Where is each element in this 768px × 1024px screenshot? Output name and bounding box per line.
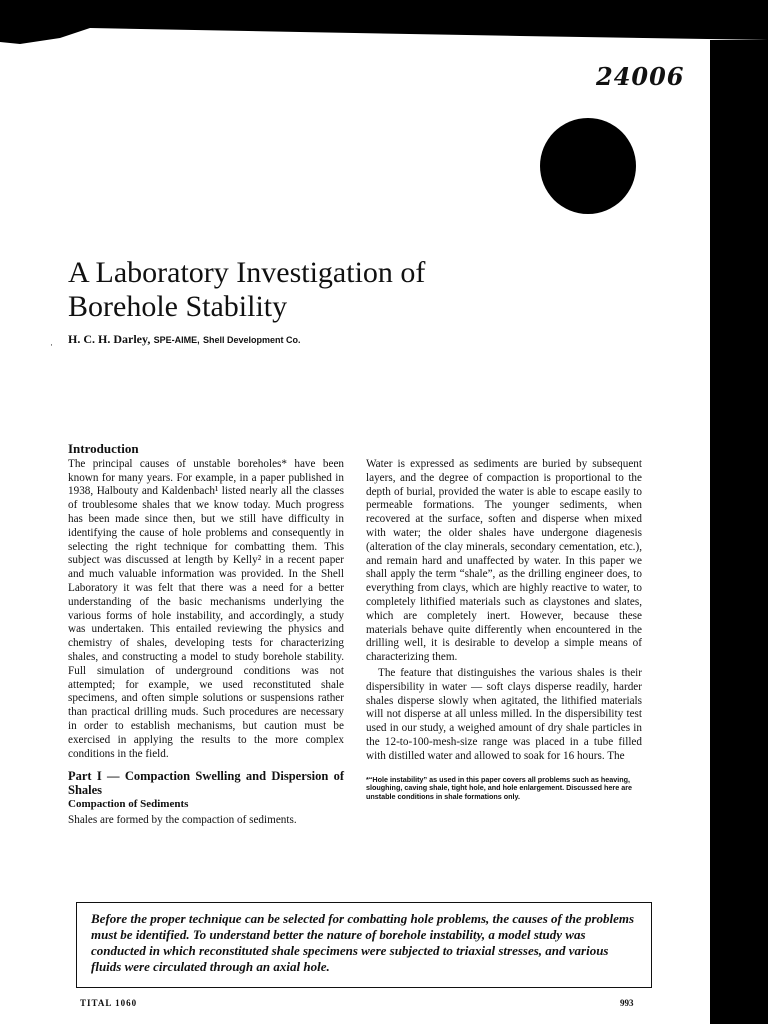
scan-right-border xyxy=(710,40,768,1024)
author-name: H. C. H. Darley, xyxy=(68,332,151,346)
author-affiliation: Shell Development Co. xyxy=(203,335,301,345)
footer-journal: TITAL 1060 xyxy=(80,998,138,1008)
margin-mark: · xyxy=(50,340,53,350)
intro-body: The principal causes of unstable boreholes* have been known for many years. For example, in a paper published in 1938, Halbouty and Kaldenbach¹ listed nearly all the classes of troublesome shales that we know today. Much progress has been made since then, but we still have difficulty in identifying the cause of hole problems and consequently in selecting the right technique for combatting them. This subject was discussed at length by Kelly² in a recent paper and much valuable information was provided. In the Shell Laboratory it was felt that there was a need for a better understanding of the basic mechanisms underlying the various forms of hole instability, and accordingly, a study was undertaken. This entailed reviewing the physics and chemistry of shales, developing tests for characterizing shales, and constructing a model to study borehole stability. Full simulation of underground conditions was not attempted; for example, we used reconstituted shale specimens, and often simple solutions or suspensions rather than practical drilling muds. Such procedures are necessary in order to establish mechanisms, but caution must be exercised in applying the results to the more complex conditions in the field. xyxy=(68,457,344,760)
scan-top-border xyxy=(0,0,768,20)
title-line-1: A Laboratory Investigation of xyxy=(68,256,426,289)
abstract-box: Before the proper technique can be selected for combatting hole problems, the causes of the problems must be identified. To understand better the nature of borehole instability, a model study was conducted in which reconstituted shale specimens were subjected to triaxial stresses, and various fluids were circulated through an axial hole. xyxy=(76,902,652,988)
right-para-2: The feature that distinguishes the various shales is their dispersibility in water — soft clays disperse readily, harder shales disperse slowly when agitated, the lithified materials will not disperse at all unless milled. In the dispersibility test used in our study, a weighed amount of dry shale particles in the 12-to-100-mesh-size range was placed in a tube filled with distilled water and allowed to soak for 16 hours. The xyxy=(366,666,642,762)
left-column xyxy=(68,442,344,830)
author-line xyxy=(68,332,301,347)
right-para-1: Water is expressed as sediments are buried by subsequent layers, and the degree of compaction is proportional to the depth of burial, provided the water is able to escape easily to permeable formations. The younger sediments, when recovered at the surface, soften and disperse when mixed with water; the older shales have undergone diagenesis (alteration of the clay minerals, secondary cementation, etc.), and remain hard and unaffected by water. In this paper we shall apply the term “shale”, as the drilling engineer does, to everything from clays, which are highly reactive to water, to completely lithified materials such as claystones and slates, which are completely inert. However, because these materials behave quite differently when encountered in the drilling well, it is desirable to develop a simple means of characterizing them. xyxy=(366,458,642,664)
footer-page-number: 993 xyxy=(620,998,634,1008)
handwritten-number: 24006 xyxy=(596,62,685,91)
title-line-2: Borehole Stability xyxy=(68,290,288,323)
part1-body: Shales are formed by the compaction of sediments. xyxy=(68,814,297,827)
footnote: *“Hole instability” as used in this paper covers all problems such as heaving, sloughing, caving shale, tight hole, and hole enlargement. Discussed here are unstable conditions in shale formations only. xyxy=(366,774,633,801)
part1-subheading: Compaction of Sediments xyxy=(68,798,189,811)
right-column xyxy=(366,458,642,801)
punch-hole xyxy=(540,118,636,214)
author-society: SPE-AIME, xyxy=(153,335,200,345)
intro-heading: Introduction xyxy=(68,441,139,456)
scan-top-edge-shadow xyxy=(0,18,768,52)
part1-heading: Part I — Compaction Swelling and Dispersion of Shales xyxy=(68,769,344,798)
paper-title xyxy=(68,256,668,324)
